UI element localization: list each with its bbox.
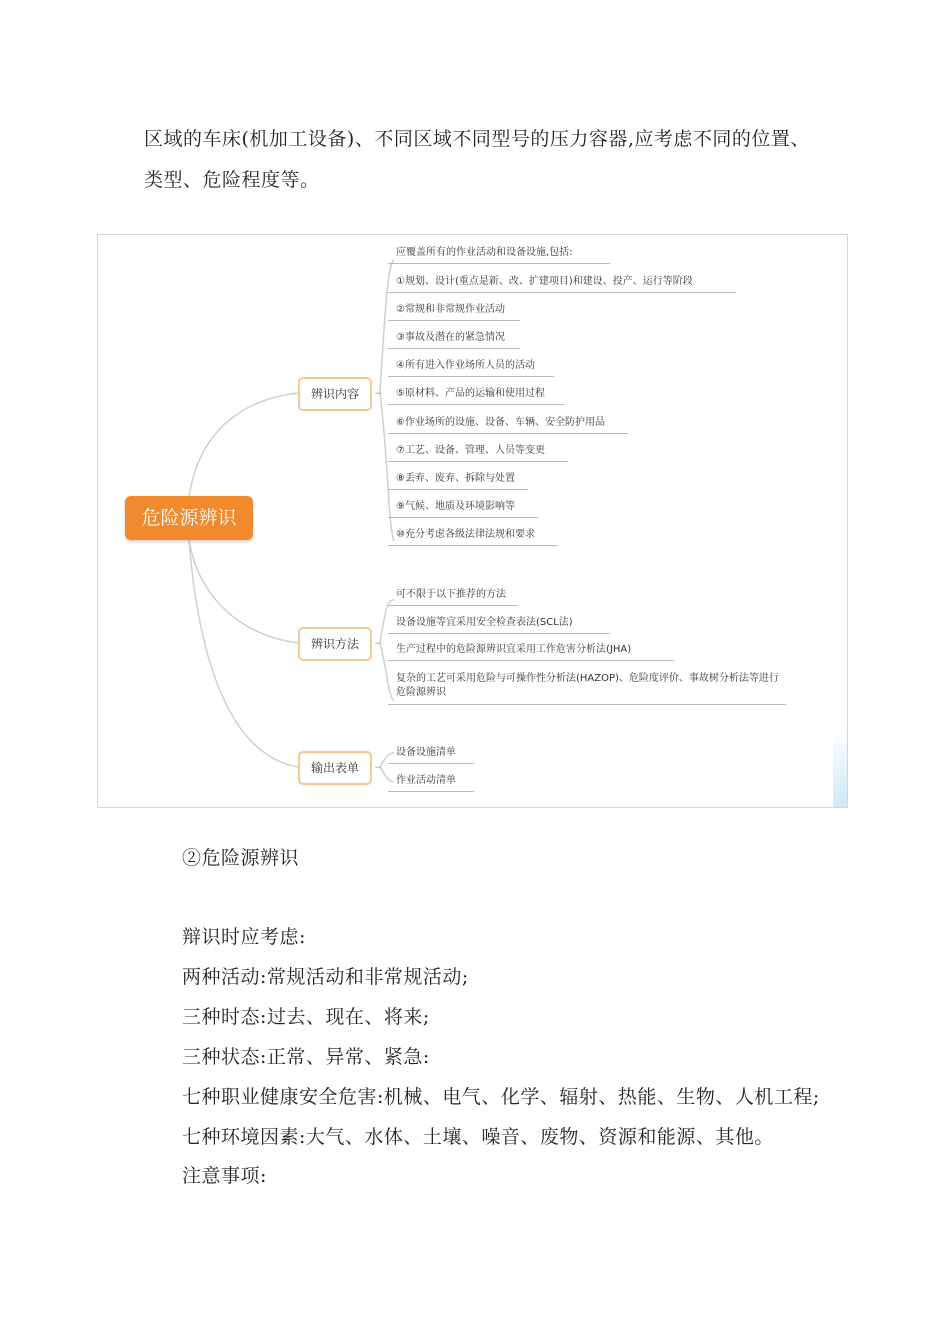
content-item: ④所有进入作业场所人员的活动 bbox=[396, 360, 535, 371]
output-item: 设备设施清单 bbox=[396, 747, 456, 758]
section-title: ②危险源辨识 bbox=[182, 847, 300, 869]
image-edge-artifact bbox=[833, 725, 847, 807]
collapse-icon[interactable]: − bbox=[374, 763, 382, 773]
content-item: ②常规和非常规作业活动 bbox=[396, 304, 505, 315]
body-line: 注意事项: bbox=[182, 1165, 267, 1187]
method-item: 生产过程中的危险源辨识宜采用工作危害分析法(JHA) bbox=[396, 644, 632, 655]
body-line: 三种时态:过去、现在、将来; bbox=[182, 1006, 430, 1028]
method-item: 复杂的工艺可采用危险与可操作性分析法(HAZOP)、危险度评价、事故树分析法等进行危险源辨识 bbox=[396, 673, 779, 698]
content-item: ⑥作业场所的设施、设备、车辆、安全防护用品 bbox=[396, 417, 605, 428]
content-item: ⑤原材料、产品的运输和使用过程 bbox=[396, 388, 545, 399]
content-item: ①规划、设计(重点是新、改、扩建项目)和建设、投产、运行等阶段 bbox=[396, 276, 693, 287]
mindmap-figure bbox=[97, 234, 848, 808]
intro-line-2: 类型、危险程度等。 bbox=[144, 169, 320, 191]
branch-identification-method: 辨识方法 bbox=[298, 627, 372, 661]
branch-output-forms: 输出表单 bbox=[298, 751, 372, 785]
body-line: 三种状态:正常、异常、紧急: bbox=[182, 1046, 430, 1068]
body-line: 辩识时应考虑: bbox=[182, 926, 306, 948]
content-item: 应覆盖所有的作业活动和设备设施,包括: bbox=[396, 247, 573, 258]
body-line: 七种职业健康安全危害:机械、电气、化学、辐射、热能、生物、人机工程; bbox=[182, 1086, 820, 1108]
mindmap-root: 危险源辨识 bbox=[125, 496, 253, 540]
body-line: 七种环境因素:大气、水体、土壤、噪音、废物、资源和能源、其他。 bbox=[182, 1126, 774, 1148]
collapse-icon[interactable]: − bbox=[374, 389, 382, 399]
branch-identification-content: 辨识内容 bbox=[298, 377, 372, 411]
content-item: ⑧丢弃、废弃、拆除与处置 bbox=[396, 473, 515, 484]
method-item: 设备设施等宜采用安全检查表法(SCL法) bbox=[396, 617, 573, 628]
collapse-icon[interactable]: − bbox=[374, 639, 382, 649]
method-item: 可不限于以下推荐的方法 bbox=[396, 589, 506, 600]
content-item: ⑦工艺、设备、管理、人员等变更 bbox=[396, 445, 545, 456]
content-item: ③事故及潜在的紧急情况 bbox=[396, 332, 505, 343]
body-line: 两种活动:常规活动和非常规活动; bbox=[182, 966, 469, 988]
content-item: ⑩充分考虑各级法律法规和要求 bbox=[396, 529, 535, 540]
intro-line-1: 区域的车床(机加工设备)、不同区域不同型号的压力容器,应考虑不同的位置、 bbox=[144, 128, 810, 150]
output-item: 作业活动清单 bbox=[396, 775, 456, 786]
content-item: ⑨气候、地质及环境影响等 bbox=[396, 501, 515, 512]
